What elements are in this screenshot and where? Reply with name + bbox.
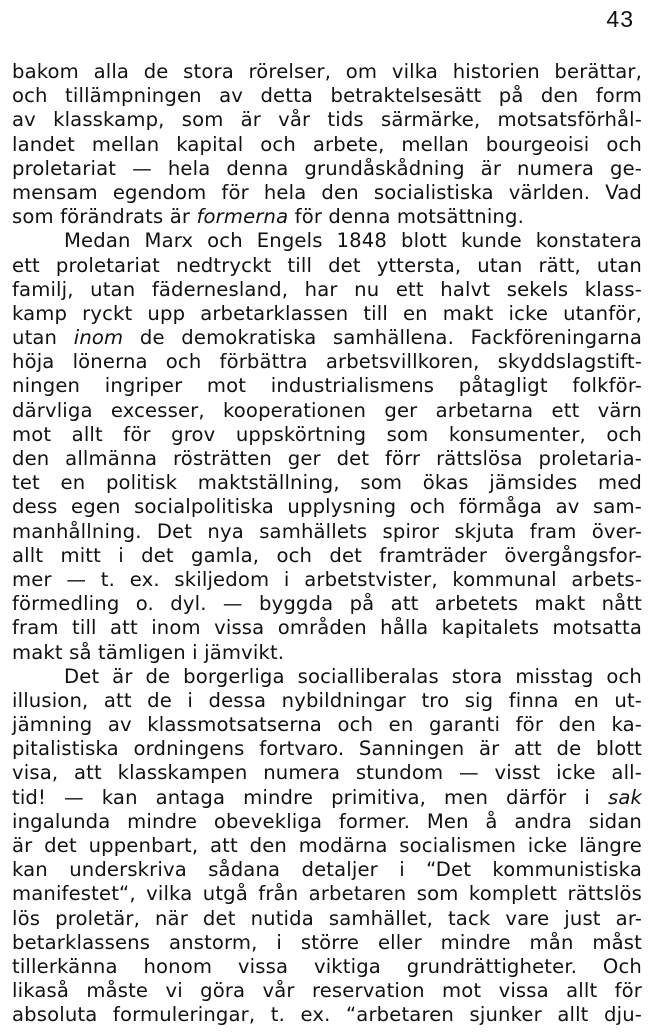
page-number: 43 [606, 6, 634, 32]
text-line: jämning av klassmotsatserna och en garanti för den ka- [12, 713, 642, 737]
text-fragment: utan [12, 326, 74, 350]
text-line: tet en politisk maktställning, som ökas jämsides med [12, 471, 642, 495]
text-line: fram till att inom vissa områden hålla kapitalets motsatta [12, 616, 642, 640]
text-line [12, 786, 642, 810]
text-line: betarklassens anstorm, i större eller mindre mån måst [12, 930, 642, 954]
text-line: är det uppenbart, att den modärna socialismen icke längre [12, 834, 642, 857]
text-line [12, 326, 642, 350]
text-line: dess egen socialpolitiska upplysning och förmåga av sam- [12, 495, 642, 519]
text-fragment: som förändrats är [12, 205, 197, 229]
text-line: absoluta formuleringar, t. ex. “arbetaren sjunker allt dju- [12, 1003, 642, 1027]
text-line: Medan Marx och Engels 1848 blott kunde konstatera [64, 229, 642, 253]
text-line: landet mellan kapital och arbete, mellan bourgeoisi och [12, 132, 642, 156]
text-line: familj, utan fädernesland, har nu ett halvt sekels klass- [12, 277, 642, 301]
text-line: visa, att klasskampen numera stundom — visst icke all- [12, 761, 642, 785]
text-line: pitalistiska ordningens fortvaro. Sanningen är att de blott [12, 737, 642, 761]
text-line: manhållning. Det nya samhällets spiror skjuta fram över- [12, 519, 642, 543]
text-line: och tillämpningen av detta betraktelsesätt på den form [12, 84, 642, 108]
text-line: tillerkänna honom vissa viktiga grundrättigheter. Och [12, 954, 642, 978]
text-line: Det är de borgerliga socialliberalas stora misstag och [64, 664, 642, 688]
body-text [12, 60, 642, 1028]
text-line: ett proletariat nedtryckt till det yttersta, utan rätt, utan [12, 253, 642, 277]
text-line: ningen ingriper mot industrialismens påtagligt folkför- [12, 374, 642, 398]
text-line: likaså måste vi göra vår reservation mot vissa allt för [12, 979, 642, 1003]
text-line: därvliga excesser, kooperationen ger arbetarna ett värn [12, 398, 642, 422]
text-line: av klasskamp, som är vår tids särmärke, motsatsförhål- [12, 108, 642, 132]
text-fragment: för denna motsättning. [288, 205, 524, 229]
text-line: allt mitt i det gamla, och det framträder övergångsfor- [12, 543, 642, 567]
text-line: mer — t. ex. skiljedom i arbetstvister, kommunal arbets- [12, 567, 642, 591]
emphasis: formerna [196, 205, 289, 229]
text-line: bakom alla de stora rörelser, om vilka historien berättar, [12, 60, 642, 83]
text-line: manifestet“, vilka utgå från arbetaren som komplett rättslös [12, 882, 642, 906]
text-line: illusion, att de i dessa nybildningar tro sig finna en ut- [12, 688, 642, 712]
text-line: den allmänna rösträtten ger det förr rättslösa proletaria- [12, 447, 642, 470]
text-line: ingalunda mindre obevekliga former. Men å andra sidan [12, 809, 642, 833]
text-fragment: de demokratiska samhällena. Fackföreningarna [123, 326, 642, 350]
text-line: lös proletär, när det nutida samhället, tack vare just ar- [12, 906, 642, 930]
text-fragment: tid! — kan antaga mindre primitiva, men därför i [12, 785, 608, 809]
text-line: proletariat — hela denna grundåskådning är numera ge- [12, 156, 642, 180]
text-line [12, 205, 642, 229]
text-line: förmedling o. dyl. — byggda på att arbetets makt nått [12, 592, 642, 616]
text-line: makt så tämligen i jämvikt. [12, 640, 285, 664]
text-line: höja lönerna och förbättra arbetsvillkoren, skyddslagstift- [12, 350, 642, 374]
emphasis: inom [73, 326, 124, 350]
text-line: mensam egendom för hela den socialistiska världen. Vad [12, 180, 642, 204]
text-line: mot allt för grov uppskörtning som konsumenter, och [12, 422, 642, 446]
text-line: kan underskriva sådana detaljer i “Det kommunistiska [12, 858, 642, 882]
text-line: kamp ryckt upp arbetarklassen till en makt icke utanför, [12, 301, 642, 325]
emphasis: sak [607, 785, 642, 809]
